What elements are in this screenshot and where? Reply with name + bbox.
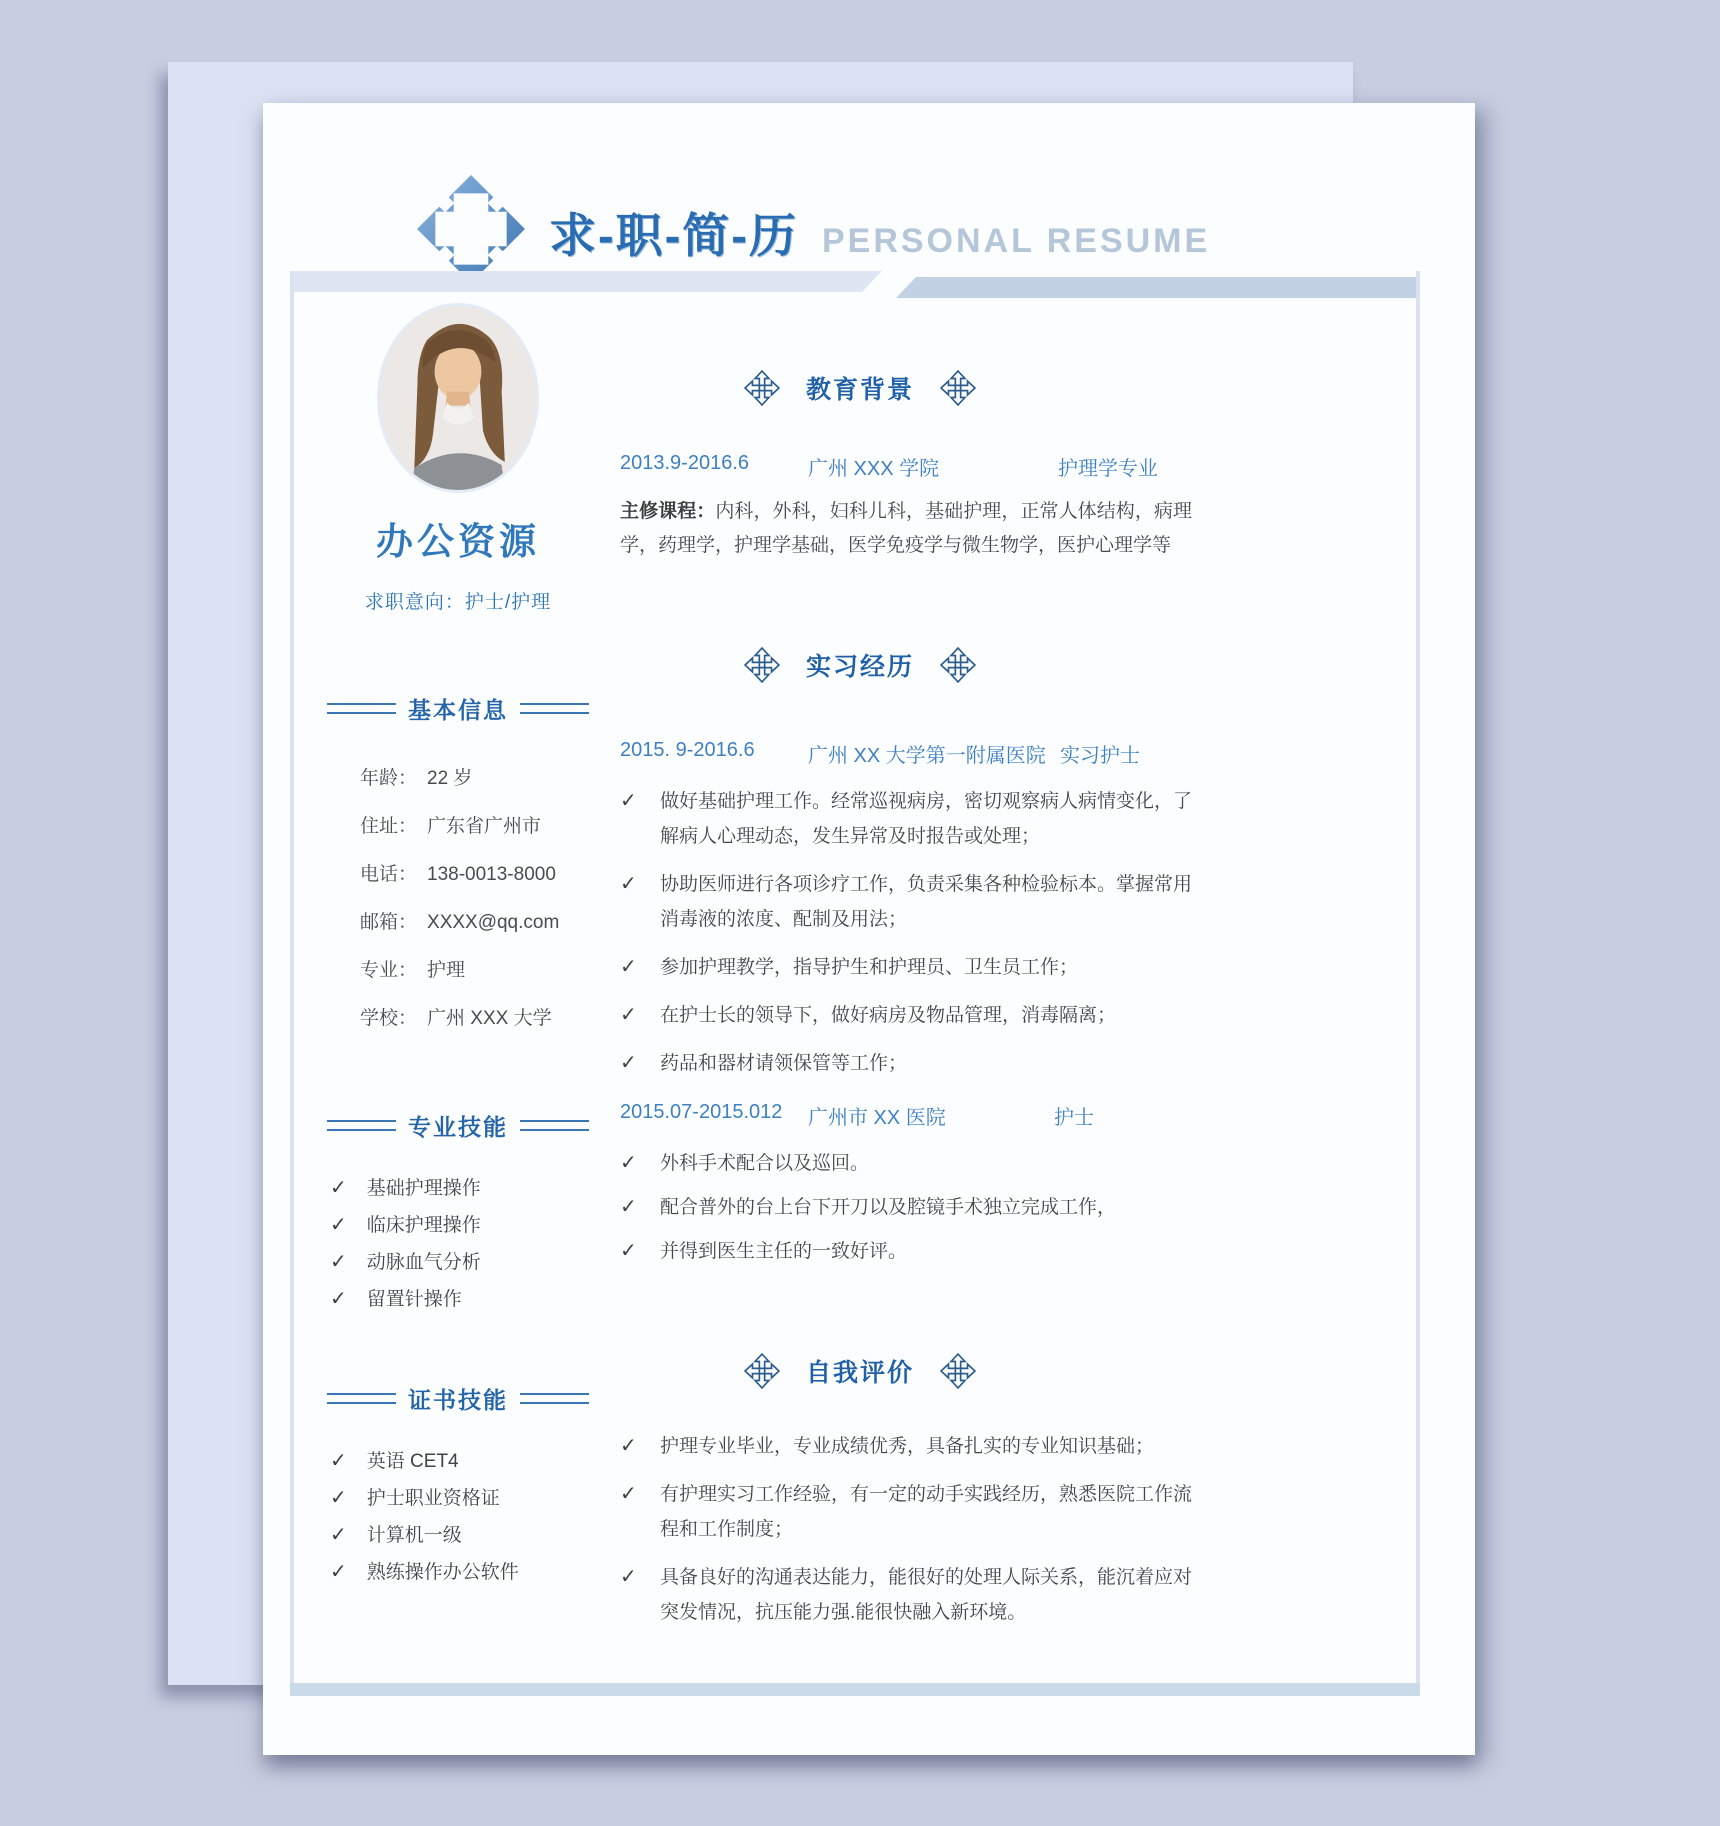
section-title: 专业技能 [408,1114,508,1140]
info-row-email: 邮箱： XXXX@qq.com [360,912,560,933]
candidate-name: 办公资源 [376,521,540,562]
double-line-right [520,703,589,714]
skill-item: ✓ 临床护理操作 [330,1214,481,1236]
section-title: 实习经历 [805,653,914,681]
education-entry-meta [620,452,1206,481]
section-header-self-evaluation [620,1353,1100,1389]
check-icon: ✓ [330,1487,347,1509]
skills-list [308,1170,608,1318]
double-line-left [327,1393,396,1404]
check-icon: ✓ [620,1483,637,1505]
check-icon: ✓ [620,1004,637,1026]
education-major: 护理学专业 [1058,458,1158,480]
bullet-item: ✓ 外科手术配合以及巡回。 [620,1146,1192,1181]
section-header-internship [620,647,1100,683]
internship-entry-meta [620,1101,1206,1130]
internship-date: 2015.07-2015.012 [620,1101,783,1123]
info-row-phone: 电话： 138-0013-8000 [360,864,556,885]
page-title: 求-职-简-历 [549,209,798,262]
check-icon: ✓ [330,1561,347,1583]
four-arrow-icon [940,1353,976,1389]
section-title: 证书技能 [408,1387,508,1413]
bullet-item: ✓ 协助医师进行各项诊疗工作，负责采集各种检验标本。掌握常用消毒液的浓度、配制及用法； [620,867,1192,937]
header-titles [549,199,1210,266]
skill-item: ✓ 动脉血气分析 [330,1251,481,1273]
info-row-major: 专业： 护理 [360,960,466,981]
info-row-school: 学校： 广州 XXX 大学 [360,1008,552,1029]
medical-cross-logo [415,173,527,285]
check-icon: ✓ [620,1240,637,1262]
info-row-age: 年龄： 22 岁 [360,768,473,789]
cert-item: ✓ 熟练操作办公软件 [330,1561,519,1583]
avatar [377,303,539,493]
double-line-right [520,1120,589,1131]
bullet-item: ✓ 做好基础护理工作。经常巡视病房，密切观察病人病情变化，了解病人心理动态，发生异常及时报告或处理； [620,784,1192,854]
sidebar [308,303,608,1591]
section-header-basic-info [327,692,589,725]
section-header-skills [327,1109,589,1142]
course-label: 主修课程： [620,501,716,522]
section-header-education [620,370,1100,406]
check-icon: ✓ [330,1524,347,1546]
four-arrow-icon [744,647,780,683]
section-title: 自我评价 [805,1359,914,1387]
four-arrow-icon [744,370,780,406]
self-evaluation-bullets [620,1429,1192,1630]
check-icon: ✓ [620,1196,637,1218]
course-text: 内科，外科，妇科儿科，基础护理，正常人体结构，病理学，药理学，护理学基础，医学免疫学与微生物学，医护心理学等 [620,501,1192,556]
check-icon: ✓ [330,1450,347,1472]
page-subtitle: PERSONAL RESUME [821,222,1211,260]
four-arrow-icon [940,370,976,406]
section-title: 基本信息 [408,697,508,723]
four-arrow-icon [940,647,976,683]
double-line-left [327,703,396,714]
job-intention [308,587,608,614]
section-header-certs [327,1382,589,1415]
internship-date: 2015. 9-2016.6 [620,739,755,761]
job-intention-value: 护士/护理 [464,592,552,613]
check-icon: ✓ [330,1251,347,1273]
job-intention-label: 求职意向： [364,592,465,613]
bullet-item: ✓ 具备良好的沟通表达能力，能很好的处理人际关系，能沉着应对突发情况，抗压能力强.能很快融入新环境。 [620,1560,1192,1630]
education-school: 广州 XXX 学院 [808,458,940,480]
check-icon: ✓ [330,1288,347,1310]
check-icon: ✓ [620,1152,637,1174]
internship-bullets [620,784,1192,1081]
bullet-item: ✓ 在护士长的领导下，做好病房及物品管理，消毒隔离； [620,998,1192,1033]
internship-entry-meta [620,739,1206,768]
check-icon: ✓ [620,1435,637,1457]
check-icon: ✓ [330,1177,347,1199]
double-line-right [520,1393,589,1404]
check-icon: ✓ [620,873,637,895]
four-arrow-icon [744,1353,780,1389]
internship-bullets [620,1146,1192,1269]
skill-item: ✓ 留置针操作 [330,1288,462,1310]
internship-role: 实习护士 [1060,745,1140,767]
content-frame-bottom-bar [290,1683,1420,1696]
basic-info-list [308,755,608,1043]
check-icon: ✓ [620,956,637,978]
internship-org: 广州市 XX 医院 [808,1107,946,1129]
section-title: 教育背景 [805,376,914,404]
cert-item: ✓ 计算机一级 [330,1524,462,1546]
internship-role: 护士 [1054,1107,1094,1129]
main-content [620,298,1206,1643]
double-line-left [327,1120,396,1131]
cert-item: ✓ 英语 CET4 [330,1450,459,1472]
skill-item: ✓ 基础护理操作 [330,1177,481,1199]
bullet-item: ✓ 有护理实习工作经验，有一定的动手实践经历，熟悉医院工作流程和工作制度； [620,1477,1192,1547]
bullet-item: ✓ 护理专业毕业，专业成绩优秀，具备扎实的专业知识基础； [620,1429,1192,1464]
cert-item: ✓ 护士职业资格证 [330,1487,500,1509]
bullet-item: ✓ 药品和器材请领保管等工作； [620,1046,1192,1081]
education-date: 2013.9-2016.6 [620,452,750,474]
check-icon: ✓ [620,1052,637,1074]
check-icon: ✓ [620,790,637,812]
certs-list [308,1443,608,1591]
bullet-item: ✓ 参加护理教学，指导护生和护理员、卫生员工作； [620,950,1192,985]
info-row-address: 住址： 广东省广州市 [360,816,542,837]
bullet-item: ✓ 配合普外的台上台下开刀以及腔镜手术独立完成工作， [620,1190,1192,1225]
bullet-item: ✓ 并得到医生主任的一致好评。 [620,1234,1192,1269]
education-courses [620,495,1192,563]
check-icon: ✓ [330,1214,347,1236]
check-icon: ✓ [620,1566,637,1588]
resume-page [263,103,1475,1755]
internship-org: 广州 XX 大学第一附属医院 [808,745,1046,767]
